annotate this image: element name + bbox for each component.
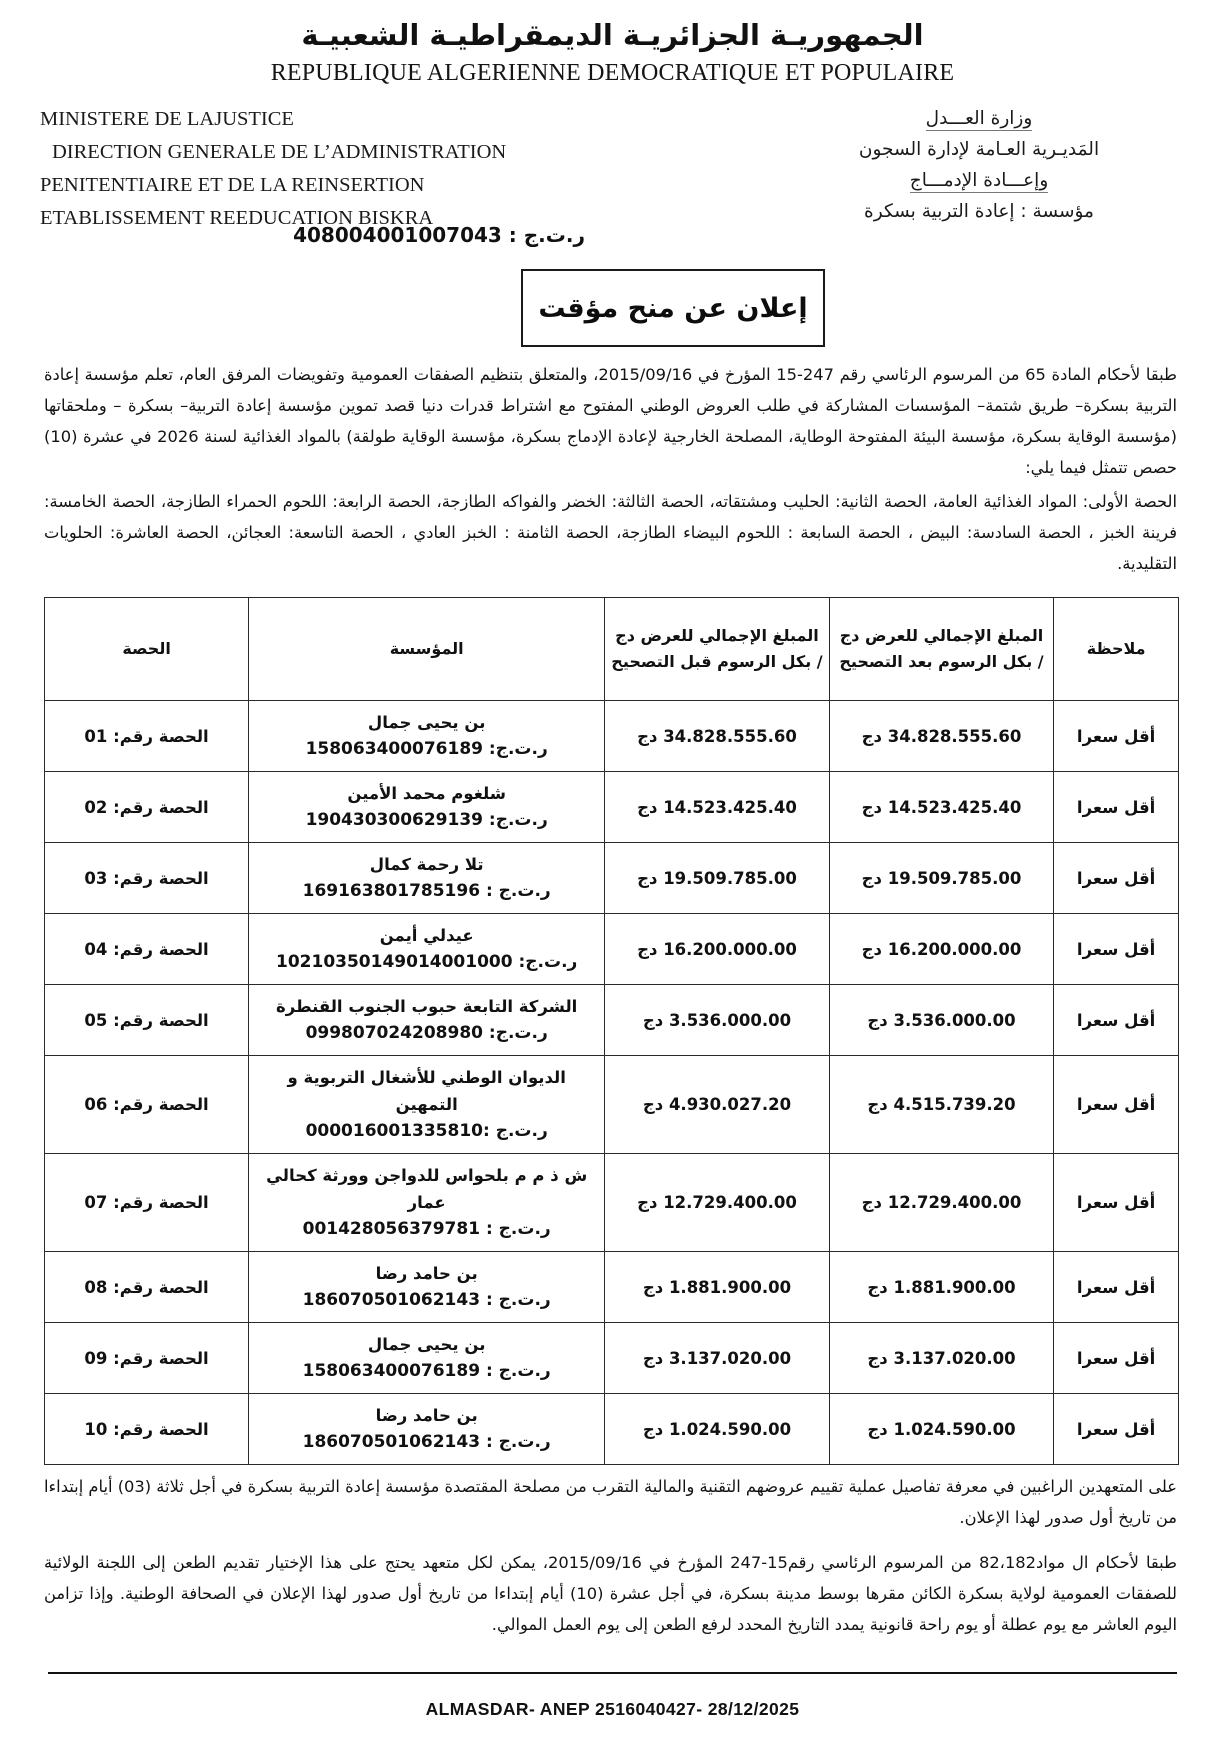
cell-note: أقل سعرا: [1054, 914, 1179, 985]
ministry-line-fr-1: MINISTERE DE LAJUSTICE: [40, 108, 294, 130]
footer-divider: [48, 1672, 1177, 1674]
table-row: [45, 1154, 1179, 1252]
cell-amount-after: 19.509.785.00 دج: [829, 843, 1054, 914]
column-header-amount-before-line1: المبلغ الإجمالي للعرض دج: [615, 626, 819, 645]
firm-name: بن حامد رضا: [375, 1264, 478, 1283]
firm-register-number: ر.ت.ج : 169163801785196: [302, 881, 551, 901]
cell-amount-after: 4.515.739.20 دج: [829, 1056, 1054, 1154]
cell-amount-after: 1.881.900.00 دج: [829, 1252, 1054, 1323]
cell-firm: [249, 1323, 605, 1394]
ministry-line-ar-2: المَديـرية العـامة لإدارة السجون: [858, 139, 1100, 160]
ministry-block-french: [40, 103, 680, 235]
letterhead-columns: [0, 103, 1225, 247]
cell-note: أقل سعرا: [1054, 1323, 1179, 1394]
cell-amount-after: 12.729.400.00 دج: [829, 1154, 1054, 1252]
cell-firm: [249, 1394, 605, 1465]
anep-reference-line: ALMASDAR- ANEP 2516040427- 28/12/2025: [425, 1699, 800, 1719]
cell-amount-before: 16.200.000.00 دج: [605, 914, 830, 985]
cell-note: أقل سعرا: [1054, 985, 1179, 1056]
cell-amount-after: 16.200.000.00 دج: [829, 914, 1054, 985]
table-row: [45, 843, 1179, 914]
firm-name: ش ذ م م بلحواس للدواجن وورثة كحالي عمار: [266, 1166, 588, 1212]
cell-firm: [249, 843, 605, 914]
cell-lot: الحصة رقم: 09: [45, 1323, 249, 1394]
firm-register-number: ر.ت.ج: 190430300629139: [305, 810, 548, 830]
intro-paragraph-lots-list: الحصة الأولى: المواد الغذائية العامة، الحصة الثانية: الحليب ومشتقاته، الحصة الثالثة: الخضر والفواكه الطازجة، الحصة الرابعة: اللحوم الحمراء الطازجة، الحصة الخامسة: فرينة الخبز ، الحصة السادسة: البيض ، الحصة السابعة : اللحوم البيضاء الطازجة، الحصة الثامنة : الخبز العادي ، الحصة التاسعة: العجائن، الحصة العاشرة: الحلويات التقليدية.: [44, 492, 1177, 573]
cell-lot: الحصة رقم: 05: [45, 985, 249, 1056]
table-row: [45, 1252, 1179, 1323]
column-header-amount-after-line2: / بكل الرسوم بعد التصحيح: [839, 652, 1044, 671]
cell-firm: [249, 914, 605, 985]
table-row: [45, 1056, 1179, 1154]
ministry-line-ar-4: مؤسسة : إعادة التربية بسكرة: [864, 201, 1094, 222]
cell-firm: [249, 1056, 605, 1154]
cell-amount-after: 1.024.590.00 دج: [829, 1394, 1054, 1465]
ministry-line-fr-2: DIRECTION GENERALE DE L’ADMINISTRATION: [52, 141, 507, 163]
firm-name: عيدلي أيمن: [379, 926, 474, 945]
firm-name: بن يحيى جمال: [367, 713, 486, 732]
table-header-row: [45, 598, 1179, 701]
table-row: [45, 701, 1179, 772]
intro-body: [0, 359, 1225, 579]
cell-firm: [249, 701, 605, 772]
cell-note: أقل سعرا: [1054, 1154, 1179, 1252]
cell-note: أقل سعرا: [1054, 1252, 1179, 1323]
ministry-block-arabic: [769, 103, 1189, 227]
table-row: [45, 772, 1179, 843]
cell-amount-before: 4.930.027.20 دج: [605, 1056, 830, 1154]
ministry-line-ar-1: وزارة العـــدل: [925, 108, 1033, 129]
establishment-register-number: ر.ت.ج : 408004001007043: [293, 223, 585, 247]
footer-paragraph-appeal-procedure: طبقا لأحكام ال مواد82،182 من المرسوم الرئاسي رقم15-247 المؤرخ في 2015/09/16، يمكن لكل متعهد يحتج على هذا الإختيار تقديم الطعن إلى اللجنة الولائية للصفقات العمومية لولاية بسكرة الكائن مقرها بوسط مدينة بسكرة، في أجل عشرة (10) أيام إبتداءا من تاريخ أول صدور لهذا الإعلان في الصحافة الوطنية. وإذا تزامن اليوم العاشر مع يوم عطلة أو يوم راحة قانونية يمدد التاريخ المحدد لرفع الطعن إلى يوم العمل الموالي.: [44, 1553, 1178, 1634]
cell-amount-before: 1.024.590.00 دج: [605, 1394, 830, 1465]
firm-register-number: ر.ت.ج: 158063400076189: [305, 739, 548, 759]
document-page: [0, 18, 1225, 1762]
announcement-title-box: إعلان عن منح مؤقت: [521, 269, 825, 347]
cell-amount-before: 14.523.425.40 دج: [605, 772, 830, 843]
intro-paragraph-legal-basis: طبقا لأحكام المادة 65 من المرسوم الرئاسي رقم 247-15 المؤرخ في 2015/09/16، والمتعلق بتنظيم الصفقات العمومية وتفويضات المرفق العام، تعلم مؤسسة إعادة التربية بسكرة– طريق شتمة– المؤسسات المشاركة في طلب العروض الوطني المفتوح مع اشتراط قدرات دنيا قصد تموين مؤسسة إعادة التربية– بسكرة – وملحقاتها (مؤسسة الوقاية بسكرة، مؤسسة البيئة المفتوحة الوطاية، المصلحة الخارجية لإعادة الإدماج بسكرة، مؤسسة الوقاية طولقة) بالمواد الغذائية لسنة 2026 في عشرة (10) حصص تتمثل فيما يلي:: [44, 365, 1178, 477]
cell-note: أقل سعرا: [1054, 701, 1179, 772]
cell-amount-after: 3.536.000.00 دج: [829, 985, 1054, 1056]
firm-name: الشركة التابعة حبوب الجنوب القنطرة: [276, 997, 578, 1016]
column-header-lot: الحصة: [45, 598, 249, 701]
cell-amount-before: 12.729.400.00 دج: [605, 1154, 830, 1252]
republic-title-arabic: الجمهوريـة الجزائريـة الديمقراطيـة الشعبيـة: [301, 18, 924, 52]
column-header-amount-before-line2: / بكل الرسوم قبل التصحيح: [611, 652, 823, 671]
cell-firm: [249, 985, 605, 1056]
table-row: [45, 914, 1179, 985]
footer-paragraph-evaluation-details: على المتعهدين الراغبين في معرفة تفاصيل عملية تقييم عروضهم التقنية والمالية التقرب من مصلحة المقتصدة مؤسسة إعادة التربية بسكرة في أجل ثلاثة (03) أيام إبتداءا من تاريخ أول صدور لهذا الإعلان.: [44, 1477, 1177, 1527]
column-header-firm: المؤسسة: [249, 598, 605, 701]
cell-amount-after: 14.523.425.40 دج: [829, 772, 1054, 843]
cell-amount-before: 1.881.900.00 دج: [605, 1252, 830, 1323]
firm-register-number: ر.ت.ج: 10210350149014001000: [276, 952, 578, 972]
award-table-body: [45, 701, 1179, 1465]
firm-name: بن حامد رضا: [375, 1406, 478, 1425]
cell-firm: [249, 772, 605, 843]
firm-name: بن يحيى جمال: [367, 1335, 486, 1354]
cell-note: أقل سعرا: [1054, 1056, 1179, 1154]
ministry-line-fr-4: ETABLISSEMENT REEDUCATION BISKRA: [40, 207, 434, 229]
cell-note: أقل سعرا: [1054, 843, 1179, 914]
table-row: [45, 1394, 1179, 1465]
firm-name: الديوان الوطني للأشغال التربوية و التمهين: [287, 1068, 566, 1114]
firm-register-number: ر.ت.ج : 186070501062143: [302, 1290, 551, 1310]
footer-body: [0, 1465, 1225, 1640]
cell-lot: الحصة رقم: 01: [45, 701, 249, 772]
firm-name: تلا رحمة كمال: [369, 855, 484, 874]
cell-amount-before: 19.509.785.00 دج: [605, 843, 830, 914]
table-row: [45, 985, 1179, 1056]
firm-name: شلغوم محمد الأمين: [347, 784, 506, 803]
firm-register-number: ر.ت.ج : 186070501062143: [302, 1432, 551, 1452]
cell-firm: [249, 1252, 605, 1323]
cell-lot: الحصة رقم: 06: [45, 1056, 249, 1154]
cell-lot: الحصة رقم: 02: [45, 772, 249, 843]
firm-register-number: ر.ت.ج : 158063400076189: [302, 1361, 551, 1381]
ministry-line-ar-3: وإعـــادة الإدمـــاج: [909, 170, 1049, 191]
cell-firm: [249, 1154, 605, 1252]
cell-lot: الحصة رقم: 08: [45, 1252, 249, 1323]
cell-amount-before: 34.828.555.60 دج: [605, 701, 830, 772]
cell-lot: الحصة رقم: 04: [45, 914, 249, 985]
table-row: [45, 1323, 1179, 1394]
cell-amount-after: 3.137.020.00 دج: [829, 1323, 1054, 1394]
cell-amount-before: 3.536.000.00 دج: [605, 985, 830, 1056]
award-table-container: [44, 597, 1179, 1465]
column-header-amount-after: [829, 598, 1054, 701]
cell-amount-before: 3.137.020.00 دج: [605, 1323, 830, 1394]
column-header-note: ملاحظة: [1054, 598, 1179, 701]
cell-lot: الحصة رقم: 03: [45, 843, 249, 914]
cell-lot: الحصة رقم: 07: [45, 1154, 249, 1252]
cell-lot: الحصة رقم: 10: [45, 1394, 249, 1465]
column-header-amount-after-line1: المبلغ الإجمالي للعرض دج: [839, 626, 1044, 645]
cell-note: أقل سعرا: [1054, 1394, 1179, 1465]
ministry-line-fr-3: PENITENTIAIRE ET DE LA REINSERTION: [40, 174, 425, 196]
cell-amount-after: 34.828.555.60 دج: [829, 701, 1054, 772]
cell-note: أقل سعرا: [1054, 772, 1179, 843]
column-header-amount-before: [605, 598, 830, 701]
firm-register-number: ر.ت.ج : 001428056379781: [302, 1219, 551, 1239]
firm-register-number: ر.ت.ج :000016001335810: [305, 1121, 548, 1141]
republic-title-french: REPUBLIQUE ALGERIENNE DEMOCRATIQUE ET POPULAIRE: [270, 60, 955, 86]
announcement-title-area: [0, 269, 1225, 355]
award-table: [44, 597, 1179, 1465]
firm-register-number: ر.ت.ج: 099807024208980: [305, 1023, 548, 1043]
